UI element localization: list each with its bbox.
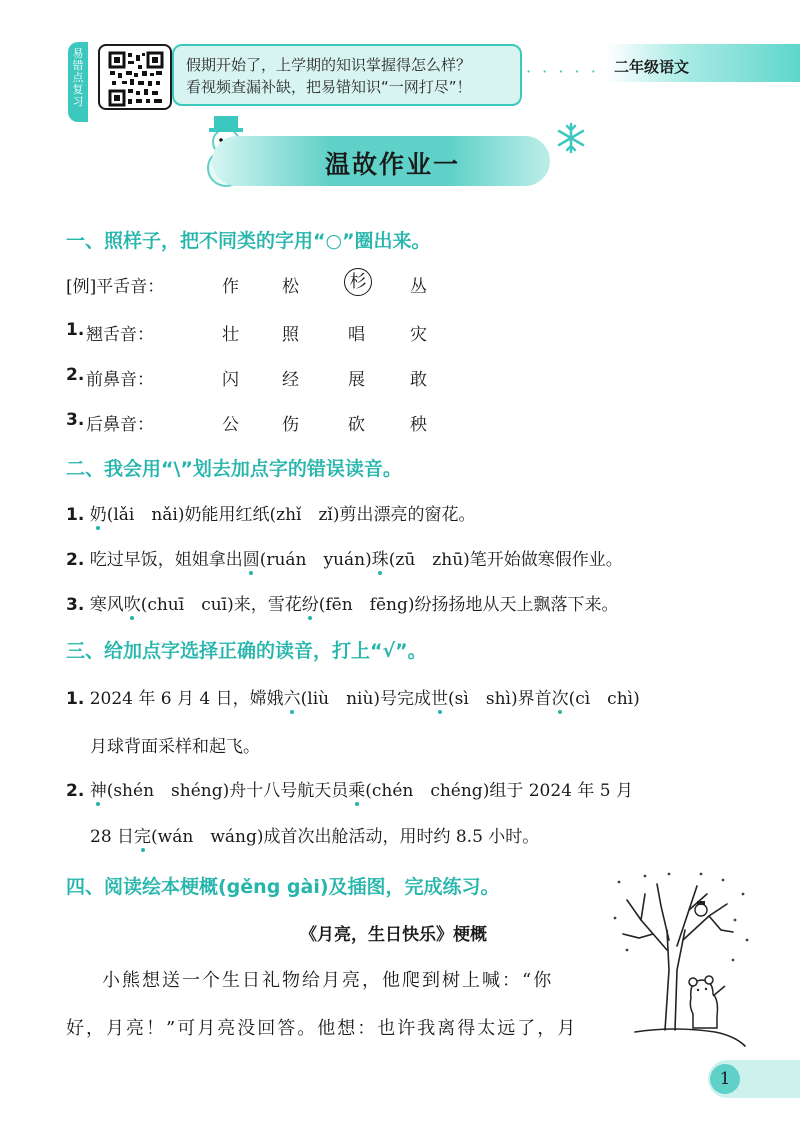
- story-line-2: 好，月亮！”可月亮没回答。他想：也许我离得太远了，月: [66, 1018, 578, 1039]
- item-text: (liù niù)号完成: [300, 689, 432, 709]
- story-title: 《月亮，生日快乐》梗概: [300, 925, 487, 945]
- dotted-char: 六: [284, 684, 301, 709]
- char[interactable]: 照: [282, 325, 299, 345]
- section-4-heading: 四、阅读绘本梗概(gěng gài)及插图，完成练习。: [66, 876, 500, 898]
- char[interactable]: 松: [282, 277, 299, 297]
- video-banner[interactable]: [172, 44, 522, 106]
- s3-item-2-line-2: [90, 822, 539, 847]
- char[interactable]: 壮: [222, 325, 239, 345]
- dotted-char: 乘: [348, 776, 365, 801]
- char[interactable]: 丛: [410, 277, 427, 297]
- item-number: 1.: [66, 689, 85, 709]
- dotted-char: 吹: [124, 590, 141, 615]
- char[interactable]: 伤: [282, 415, 299, 435]
- banner-line-2: 看视频查漏补缺，把易错知识“一网打尽”！: [186, 78, 472, 96]
- item-number: 3.: [66, 595, 85, 615]
- item-text: (wán wáng)成首次出舱活动，用时约 8.5 小时。: [151, 827, 540, 847]
- item-text: 吃过早饭，姐姐拿出: [89, 550, 243, 570]
- char[interactable]: 展: [348, 370, 365, 390]
- example-row: [66, 272, 666, 302]
- snowflake-icon: [555, 122, 587, 154]
- s3-item-1-line-1: [66, 684, 640, 709]
- section-3-heading: 三、给加点字选择正确的读音，打上“√”。: [66, 640, 427, 662]
- row-3: [66, 410, 666, 440]
- item-text: (shén shéng)舟十八号航天员: [106, 781, 349, 801]
- item-text: (lǎi nǎi)奶能用红纸(zhǐ zǐ)剪出漂亮的窗花。: [106, 505, 476, 525]
- row-1: [66, 320, 666, 350]
- qr-code[interactable]: [98, 44, 172, 110]
- dotted-char: 纷: [302, 590, 319, 615]
- section-2-heading: 二、我会用“\”划去加点字的错误读音。: [66, 458, 402, 480]
- banner-dots: · · · · ·: [526, 62, 599, 81]
- row-label: 翘舌音：: [86, 325, 154, 345]
- char[interactable]: 灾: [410, 325, 427, 345]
- row-number: 3.: [66, 410, 85, 430]
- s2-item-2: [66, 545, 623, 570]
- item-text: (chuī cuī)来，雪花: [140, 595, 302, 615]
- item-text: (sì shì)界首: [448, 689, 552, 709]
- row-label: 前鼻音：: [86, 370, 154, 390]
- page-number: 1: [710, 1064, 740, 1094]
- char[interactable]: 公: [222, 415, 239, 435]
- qr-code-icon: [108, 51, 164, 107]
- char[interactable]: 唱: [348, 325, 365, 345]
- dotted-char: 完: [134, 822, 151, 847]
- item-number: 1.: [66, 505, 85, 525]
- row-number: 2.: [66, 365, 85, 385]
- page-title: 温故作业一: [325, 150, 461, 179]
- item-text: (fēn fēng)纷扬扬地从天上飘落下来。: [318, 595, 619, 615]
- review-side-tab: 易错点复习: [68, 42, 88, 122]
- tree-bear-illustration: [605, 870, 755, 1050]
- banner-line-1: 假期开始了，上学期的知识掌握得怎么样？: [186, 56, 472, 74]
- item-text: 寒风: [89, 595, 124, 615]
- item-text: (cì chì): [568, 689, 640, 709]
- item-number: 2.: [66, 550, 85, 570]
- grade-label: 二年级语文: [614, 58, 690, 76]
- dotted-char: 次: [552, 684, 569, 709]
- char[interactable]: 秧: [410, 415, 427, 435]
- dotted-char: 珠: [372, 545, 389, 570]
- section-1-heading: 一、照样子，把不同类的字用“○”圈出来。: [66, 230, 431, 252]
- char[interactable]: 经: [282, 370, 299, 390]
- row-2: [66, 365, 666, 395]
- row-label: [例]平舌音：: [66, 277, 165, 297]
- item-text: 2024 年 6 月 4 日，嫦娥: [89, 689, 284, 709]
- char[interactable]: 砍: [348, 415, 365, 435]
- dotted-char: 世: [431, 684, 448, 709]
- dotted-char: 神: [90, 776, 107, 801]
- item-text: (chén chéng)组于 2024 年 5 月: [365, 781, 634, 801]
- circled-char[interactable]: 杉: [344, 268, 372, 296]
- dotted-char: 奶: [90, 500, 107, 525]
- char[interactable]: 闪: [222, 370, 239, 390]
- char[interactable]: 敢: [410, 370, 427, 390]
- s2-item-3: [66, 590, 618, 615]
- row-number: 1.: [66, 320, 85, 340]
- item-text: (ruán yuán): [259, 550, 372, 570]
- story-line-1: 小熊想送一个生日礼物给月亮，他爬到树上喊：“你: [102, 970, 554, 991]
- s3-item-2-line-1: [66, 776, 633, 801]
- item-number: 2.: [66, 781, 85, 801]
- char[interactable]: 作: [222, 277, 239, 297]
- s3-item-1-line-2: 月球背面采样和起飞。: [90, 737, 260, 757]
- dotted-char: 圆: [243, 545, 260, 570]
- row-label: 后鼻音：: [86, 415, 154, 435]
- item-text: 28 日: [90, 827, 135, 847]
- s2-item-1: [66, 500, 476, 525]
- item-text: (zū zhū)笔开始做寒假作业。: [388, 550, 623, 570]
